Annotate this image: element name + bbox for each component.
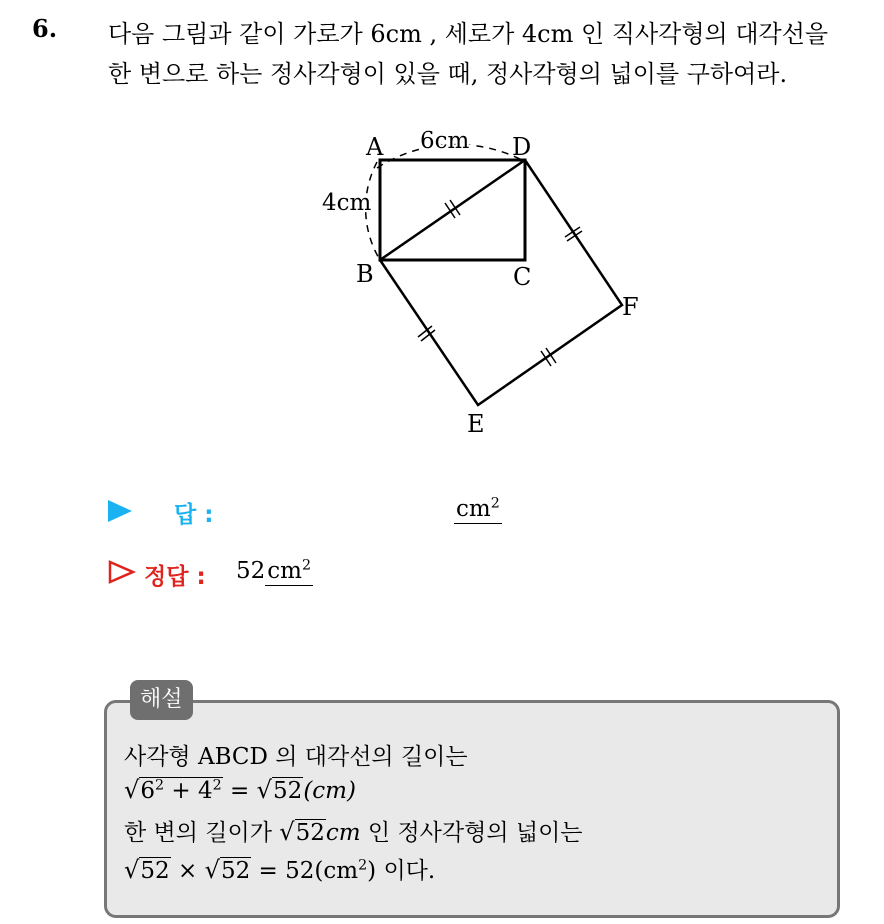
answer-label: 답 : [174,502,214,528]
answer-row [108,496,628,526]
answer-unit: cm [456,496,491,522]
outline-triangle-icon [108,560,136,584]
correct-answer-label: 정답 : [144,564,206,590]
label-height: 4cm [322,190,372,216]
correct-answer-row [108,558,408,588]
answer-unit-exponent: 2 [490,495,500,512]
answer-blank[interactable] [454,496,502,524]
question-number: 6. [32,14,58,43]
solution-line3: 한 변의 길이가 √52cm 인 정사각형의 넓이는 [124,818,583,846]
equal-ticks [418,200,582,366]
label-d: D [512,133,532,161]
geometry-figure [300,112,660,442]
solution-box [104,700,840,918]
solution-line4: $√52 \times √52 = 52(cm^2)$ 이다. [124,856,436,884]
correct-value-unit: $cm^2$ [267,557,312,584]
solution-line1: 사각형 ABCD 의 대각선의 길이는 [124,744,468,770]
label-b: B [356,260,374,288]
play-triangle-icon [108,500,132,522]
solution-line2: $√6^2 + 4^2 = √52(cm)$ [124,776,356,804]
label-f: F [622,293,639,321]
square-bdfe [380,160,622,405]
label-width: 6cm [420,128,470,154]
correct-answer-value [236,558,313,584]
label-e: E [467,410,485,438]
question-text-line2: 한 변으로 하는 정사각형이 있을 때, 정사각형의 넓이를 구하여라. [108,60,788,88]
diagonal-bd [380,160,525,260]
question-text-line1: 다음 그림과 같이 가로가 6cm , 세로가 4cm 인 직사각형의 대각선을 [108,20,829,48]
label-a: A [366,133,384,161]
label-c: C [513,263,532,291]
correct-value-number: 52 [236,558,266,584]
solution-tag: 해설 [130,680,193,720]
